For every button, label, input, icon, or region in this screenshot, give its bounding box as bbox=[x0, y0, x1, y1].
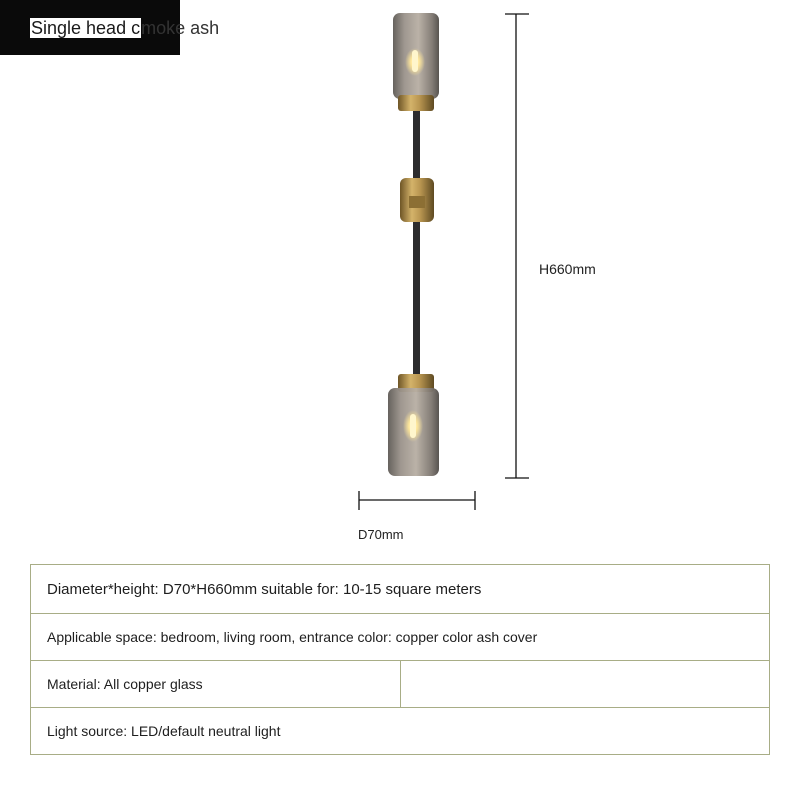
spec-table bbox=[30, 564, 770, 755]
spec-row bbox=[31, 708, 770, 755]
diameter-dimension-line bbox=[359, 491, 475, 510]
wall-mount-plate bbox=[400, 178, 434, 222]
bottom-lamp-shade bbox=[388, 374, 439, 476]
lamp-rod bbox=[413, 110, 420, 382]
spec-cell-empty bbox=[400, 661, 770, 708]
title-part-visible: Single head c bbox=[31, 18, 141, 38]
spec-row bbox=[31, 565, 770, 614]
spec-light-source: Light source: LED/default neutral light bbox=[47, 723, 281, 739]
top-lamp-shade bbox=[393, 13, 439, 111]
spec-row bbox=[31, 614, 770, 661]
spec-cell bbox=[31, 708, 770, 755]
height-dimension-label: H660mm bbox=[539, 261, 596, 277]
title-part-continued: moke ash bbox=[141, 18, 220, 38]
height-dimension-line bbox=[505, 14, 529, 478]
spec-material: Material: All copper glass bbox=[47, 676, 203, 692]
spec-space-color: Applicable space: bedroom, living room, entrance color: copper color ash cover bbox=[47, 629, 538, 645]
spec-size: Diameter*height: D70*H660mm suitable for: 10-15 square meters bbox=[47, 580, 482, 598]
spec-cell bbox=[31, 614, 770, 661]
spec-cell bbox=[31, 565, 770, 614]
spec-cell bbox=[31, 661, 401, 708]
diameter-dimension-label: D70mm bbox=[358, 527, 404, 542]
spec-row bbox=[31, 661, 770, 708]
